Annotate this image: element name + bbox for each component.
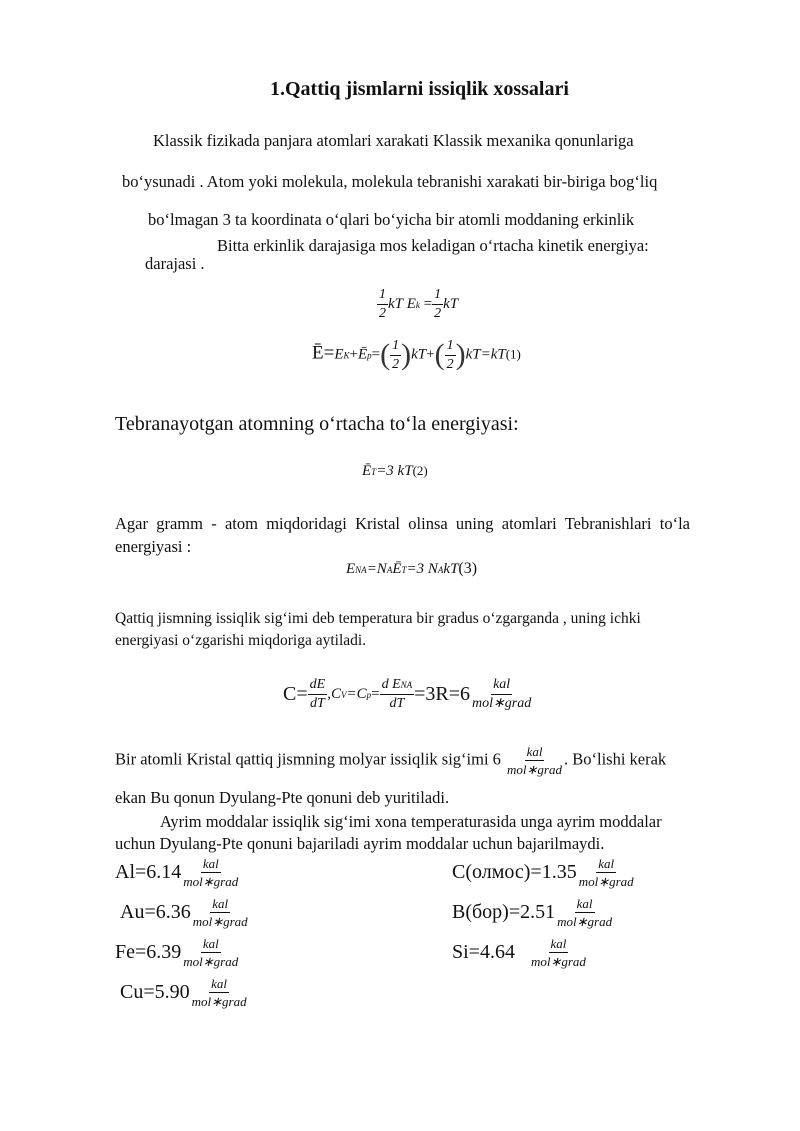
equation-1: $\frac{1}{2}$ kT Ek = $\frac{1}{2}$ kT bbox=[379, 287, 459, 321]
para1-line4b: darajasi . bbox=[145, 254, 205, 273]
para1-line2: bo‘ysunadi . Atom yoki molekula, molekula tebranishi xarakati bir-biriga bog‘liq bbox=[122, 172, 658, 191]
para4-line1: Bir atomli Kristal qattiq jismning molyar issiqlik sig‘imi 6 $\frac{\text{kal}}{\text{mol∗grad}}$ . Bo‘lishi kerak bbox=[115, 744, 667, 777]
para5-line2: uchun Dyulang-Pte qonuni bajariladi ayrim moddalar uchun bajarilmaydi. bbox=[115, 834, 605, 853]
para5-line1: Ayrim moddalar issiqlik sig‘imi xona temperaturasida unga ayrim moddalar bbox=[160, 812, 662, 831]
para1-line1: Klassik fizikada panjara atomlari xarakati Klassik mexanika qonunlariga bbox=[153, 131, 634, 150]
equation-3: ĒT=3 kT(2) bbox=[362, 463, 428, 479]
para1-line4a: Bitta erkinlik darajasiga mos keladigan o‘rtacha kinetik energiya: bbox=[217, 236, 649, 255]
value-al: Al=6.14 $\frac{\text{kal}}{\text{mol∗grad}}$ bbox=[115, 856, 239, 889]
equation-2: Ē=EK+Ēp=( $\frac{1}{2}$ )kT+( $\frac{1}{2}$ )kT=kT(1) bbox=[312, 337, 521, 372]
para2-line2: energiyasi : bbox=[115, 537, 192, 556]
para3-line1: Qattiq jismning issiqlik sig‘imi deb temperatura bir gradus o‘zgarganda , uning ichki bbox=[115, 610, 641, 627]
para4-line2: ekan Bu qonun Dyulang-Pte qonuni deb yuritiladi. bbox=[115, 788, 450, 807]
para2-line1: Agar gramm - atom miqdoridagi Kristal olinsa uning atomlari Tebranishlari to‘la bbox=[115, 514, 690, 533]
value-b: B(бор)=2.51 $\frac{\text{kal}}{\text{mol∗grad}}$ bbox=[452, 896, 613, 929]
value-au: Au=6.36 $\frac{\text{kal}}{\text{mol∗grad}}$ bbox=[120, 896, 248, 929]
value-cu: Cu=5.90 $\frac{\text{kal}}{\text{mol∗grad}}$ bbox=[120, 976, 247, 1009]
value-fe: Fe=6.39 $\frac{\text{kal}}{\text{mol∗grad}}$ bbox=[115, 936, 239, 969]
equation-5: C= $\frac{dE}{dT}$ ,CV=Cp= $\frac{\text{d ENA}}{dT}$ =3R=6 $\frac{\text{kal}}{\text{mol∗grad}}$ bbox=[283, 677, 532, 711]
value-c: C(олмос)=1.35 $\frac{\text{kal}}{\text{mol∗grad}}$ bbox=[452, 856, 634, 889]
para3-line2: energiyasi o‘zgarishi miqdoriga aytiladi. bbox=[115, 632, 367, 649]
value-si: Si=4.64 $\frac{\text{kal}}{\text{mol∗grad}}$ bbox=[452, 936, 586, 969]
page-title: 1.Qattiq jismlarni issiqlik xossalari bbox=[270, 78, 569, 100]
section-heading: Tebranayotgan atomning o‘rtacha to‘la energiyasi: bbox=[115, 413, 519, 435]
equation-4: ENA=NAĒT=3 NAkT(3) bbox=[346, 560, 478, 577]
para1-line3: bo‘lmagan 3 ta koordinata o‘qlari bo‘yicha bir atomli moddaning erkinlik bbox=[148, 210, 635, 229]
